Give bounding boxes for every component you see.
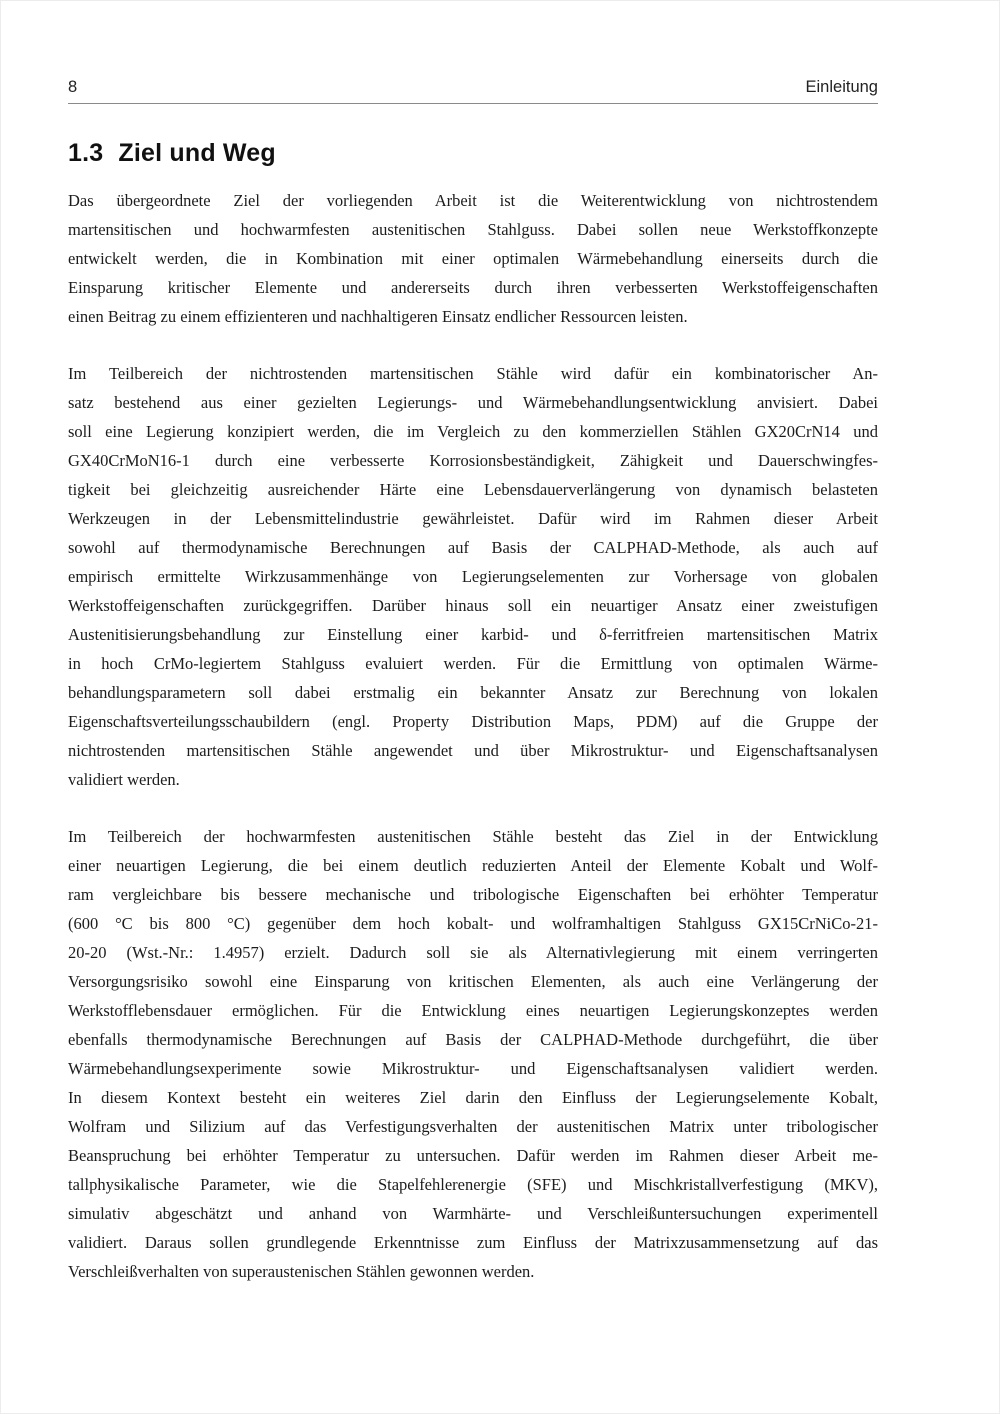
text-line: validiert. Daraus sollen grundlegende Erkenntnisse zum Einfluss der Matrixzusammensetzung auf das	[68, 1233, 878, 1252]
running-head: Einleitung	[805, 78, 878, 96]
text-line: Beanspruchung bei erhöhter Temperatur zu untersuchen. Dafür werden im Rahmen dieser Arbeit me-	[68, 1146, 878, 1165]
section-title: Ziel und Weg	[118, 139, 276, 167]
section-number: 1.3	[68, 139, 104, 167]
text-line: simulativ abgeschätzt und anhand von Warmhärte- und Verschleißuntersuchungen experimentell	[68, 1204, 878, 1223]
text-line: behandlungsparametern soll dabei erstmalig ein bekannter Ansatz zur Berechnung von lokalen	[68, 683, 878, 702]
text-line: Werkstoffeigenschaften zurückgegriffen. Darüber hinaus soll ein neuartiger Ansatz einer zweistufigen	[68, 596, 878, 615]
section-heading	[68, 139, 878, 168]
text-line: Austenitisierungsbehandlung zur Einstellung einer karbid- und δ-ferritfreien martensitischen Matrix	[68, 625, 878, 644]
text-line: entwickelt werden, die in Kombination mit einer optimalen Wärmebehandlung einerseits durch die	[68, 249, 878, 268]
text-line: 20-20 (Wst.-Nr.: 1.4957) erzielt. Dadurch soll sie als Alternativlegierung mit einem verringerten	[68, 943, 878, 962]
text-line: einen Beitrag zu einem effizienteren und nachhaltigeren Einsatz endlicher Ressourcen leisten.	[68, 307, 688, 326]
text-line: empirisch ermittelte Wirkzusammenhänge von Legierungselementen zur Vorhersage von globalen	[68, 567, 878, 586]
text-line: Das übergeordnete Ziel der vorliegenden Arbeit ist die Weiterentwicklung von nichtrostendem	[68, 191, 878, 210]
text-line: Verschleißverhalten von superaustenischen Stählen gewonnen werden.	[68, 1262, 535, 1281]
text-line: tigkeit bei gleichzeitig ausreichender Härte eine Lebensdauerverlängerung von dynamisch belasteten	[68, 480, 878, 499]
text-line: Einsparung kritischer Elemente und andererseits durch ihren verbesserten Werkstoffeigenschaften	[68, 278, 878, 297]
text-line: Wolfram und Silizium auf das Verfestigungsverhalten der austenitischen Matrix unter tribologischer	[68, 1117, 878, 1136]
body-text	[68, 186, 878, 1314]
page-header	[68, 78, 878, 104]
text-line: nichtrostenden martensitischen Stähle angewendet und über Mikrostruktur- und Eigenschaftsanalysen	[68, 741, 878, 760]
text-line: In diesem Kontext besteht ein weiteres Ziel darin den Einfluss der Legierungselemente Kobalt,	[68, 1088, 878, 1107]
text-line: tallphysikalische Parameter, wie die Stapelfehlerenergie (SFE) und Mischkristallverfestigung (MKV),	[68, 1175, 878, 1194]
text-line: Werkstofflebensdauer ermöglichen. Für die Entwicklung eines neuartigen Legierungskonzeptes werden	[68, 1001, 878, 1020]
text-line: ram vergleichbare bis bessere mechanische und tribologische Eigenschaften bei erhöhter Temperatur	[68, 885, 878, 904]
text-line: Werkzeugen in der Lebensmittelindustrie gewährleistet. Dafür wird im Rahmen dieser Arbeit	[68, 509, 878, 528]
text-line: soll eine Legierung konzipiert werden, die im Vergleich zu den kommerziellen Stählen GX20CrN14 und	[68, 422, 878, 441]
text-line: Eigenschaftsverteilungsschaubildern (engl. Property Distribution Maps, PDM) auf die Gruppe der	[68, 712, 878, 731]
text-line: satz bestehend aus einer gezielten Legierungs- und Wärmebehandlungsentwicklung anvisiert. Dabei	[68, 393, 878, 412]
text-line: GX40CrMoN16-1 durch eine verbesserte Korrosionsbeständigkeit, Zähigkeit und Dauerschwingfes-	[68, 451, 878, 470]
text-line: validiert werden.	[68, 770, 180, 789]
text-line: in hoch CrMo-legiertem Stahlguss evaluiert werden. Für die Ermittlung von optimalen Wärme-	[68, 654, 878, 673]
text-line: ebenfalls thermodynamische Berechnungen auf Basis der CALPHAD-Methode durchgeführt, die über	[68, 1030, 878, 1049]
paragraph-austenitic-steels	[68, 822, 878, 1286]
text-line: sowohl auf thermodynamische Berechnungen auf Basis der CALPHAD-Methode, als auch auf	[68, 538, 878, 557]
text-line: (600 °C bis 800 °C) gegenüber dem hoch kobalt- und wolframhaltigen Stahlguss GX15CrNiCo-21-	[68, 914, 878, 933]
page-number: 8	[68, 78, 78, 96]
text-line: Versorgungsrisiko sowohl eine Einsparung von kritischen Elementen, als auch eine Verlängerung der	[68, 972, 878, 991]
text-line: Wärmebehandlungsexperimente sowie Mikrostruktur- und Eigenschaftsanalysen validiert werden.	[68, 1059, 878, 1078]
text-line: Im Teilbereich der hochwarmfesten austenitischen Stähle besteht das Ziel in der Entwicklung	[68, 827, 878, 846]
text-line: martensitischen und hochwarmfesten austenitischen Stahlguss. Dabei sollen neue Werkstoffkonzepte	[68, 220, 878, 239]
paragraph-goal-overview	[68, 186, 878, 331]
text-line: einer neuartigen Legierung, die bei einem deutlich reduzierten Anteil der Elemente Kobalt und Wolf-	[68, 856, 878, 875]
paragraph-martensitic-steels	[68, 359, 878, 794]
text-line: Im Teilbereich der nichtrostenden martensitischen Stähle wird dafür ein kombinatorischer An-	[68, 364, 878, 383]
